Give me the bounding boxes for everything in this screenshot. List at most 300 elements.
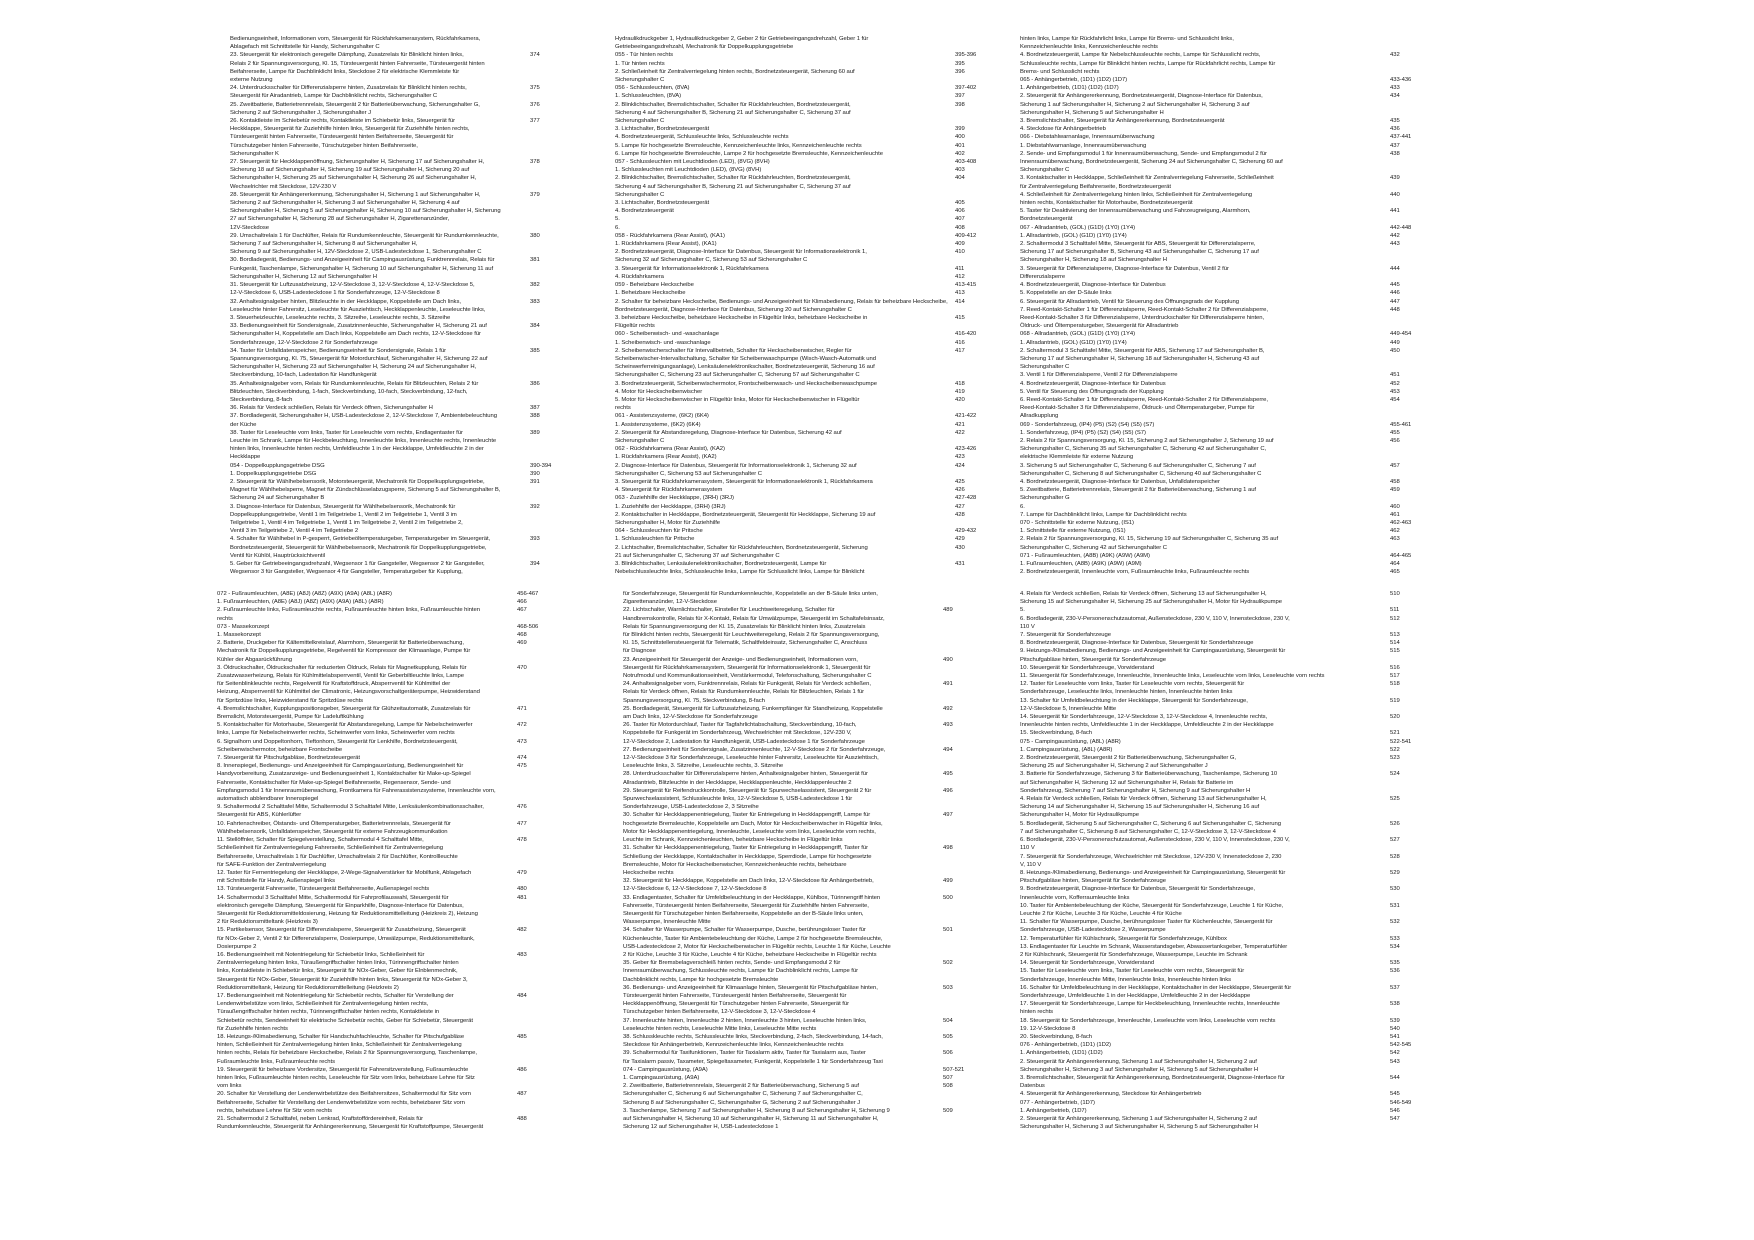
index-entry-text: Sicherung 12 auf Sicherungshalter H, USB-Ladesteckdose 1 (623, 1124, 779, 1131)
index-entry (217, 828, 547, 836)
index-entry (623, 754, 973, 762)
index-entry-text: 3. beheizbare Heckscheibe, beheizbare Heckscheibe in Flügeltür links, beheizbare Heckscheibe in (615, 314, 868, 321)
index-entry-text: 8. Heizungs-/Klimabedienung, Bedienungs- und Anzeigeeinheit für Campingausrüstung, Steuergerät für (1020, 869, 1286, 876)
index-entry (1020, 560, 1420, 568)
page-number (1390, 1082, 1420, 1090)
page-number (530, 215, 560, 223)
page-number: 405 (955, 200, 965, 207)
page-number: 463 (1390, 536, 1400, 543)
index-entry-text: 077 - Anhängerbetrieb, (1D7) (1020, 1099, 1095, 1106)
index-entry (623, 729, 973, 737)
page-number (955, 117, 985, 125)
index-entry (623, 779, 973, 787)
page-number (517, 853, 547, 861)
index-entry-text: Relais für Verdeck öffnen, Relais für Rundumkennleuchte, Relais für Blitzleuchten, Relais 1 für (623, 689, 865, 696)
index-entry (217, 853, 547, 861)
page-number: 409-412 (955, 232, 977, 239)
index-entry (230, 281, 560, 289)
index-entry-text: 2. Sende- und Empfangsmodul 1 für Innenraumüberwachung, Sende- und Empfangsmodul 2 für (1020, 150, 1267, 157)
index-entry-text: Differenzialsperre (1020, 273, 1066, 280)
page-number: 441 (1390, 208, 1400, 215)
page-number: 428 (955, 511, 965, 518)
page-number (530, 265, 560, 273)
page-number: 483 (517, 951, 527, 958)
index-entry-text: vorn links (217, 1083, 242, 1090)
index-entry-text: Spannungsversorgung, Kl. 75, Steuergerät für Motordurchlauf, Sicherungshalter H, Sicherung 22 auf (230, 355, 488, 362)
index-entry-text: 22. Lichtschalter, Warnlichtschalter, Einsteller für Leuchtweiteregelung, Schalter für (623, 607, 835, 614)
page-number: 400 (955, 134, 965, 141)
index-entry-text: Reed-Kontakt-Schalter 3 für Differenzialsperre, Unterdruckschalter für Differenzialsperre hinten, (1020, 314, 1265, 321)
index-entry (623, 1041, 973, 1049)
page-number: 381 (530, 257, 540, 264)
index-entry (623, 639, 973, 647)
index-entry-text: Leseleuchte hinten rechts, Leseleuchte Mitte links, Leseleuchte Mitte rechts (623, 1025, 817, 1032)
index-entry-text: 34. Taster für Unfalldatenspeicher, Bedienungseinheit für Sondersignale, Relais 1 für (230, 347, 447, 354)
index-entry-text: 19. Steuergerät für beheizbare Vordersitze, Steuergerät für Fahrersitzverstellung, Fußraumleuchte (217, 1066, 469, 1073)
index-entry-text: Sicherungshalter C, Sicherung 23 auf Sicherungshalter C, Sicherung 57 auf Sicherungshalter C (615, 372, 860, 379)
index-entry (615, 51, 985, 59)
index-entry (623, 902, 973, 910)
page-number (530, 174, 560, 182)
index-entry-text: 38. Schlusskleuchte rechts, Schlussleuchte links, Steckverbindung, 2-fach, Steckverbindung, 14-fach, (623, 1033, 883, 1040)
index-entry (1020, 697, 1420, 705)
index-entry (1020, 429, 1420, 437)
page-number (530, 486, 560, 494)
page-number (1390, 109, 1420, 117)
index-entry-text: Sicherungshalter H, Sicherung 3 auf Sicherungshalter H, Sicherung 5 auf Sicherungshalter H (1020, 1066, 1259, 1073)
index-entry (230, 568, 560, 576)
index-entry (623, 631, 973, 639)
index-entry-text: für Seitenblinkleuchte rechts, Regelventil für Kraftstoffdruck, Absperrventil für Kühlmittel der (217, 681, 451, 688)
page-number (517, 1123, 547, 1131)
page-number: 514 (1390, 640, 1400, 647)
index-entry (1020, 1025, 1420, 1033)
index-entry-text: 7. Lampe für Dachblinklicht links, Lampe für Dachblinklicht rechts (1020, 511, 1187, 518)
page-number (517, 1017, 547, 1025)
index-entry (1020, 199, 1420, 207)
index-entry-text: 1. Anhängerbetrieb, (1D7) (1020, 1107, 1087, 1114)
page-number: 437-441 (1390, 134, 1412, 141)
index-entry (230, 289, 560, 297)
page-number: 419 (955, 388, 965, 395)
index-entry (1020, 943, 1420, 951)
page-number (517, 787, 547, 795)
page-number: 398 (955, 101, 965, 108)
page-number (1390, 828, 1420, 836)
page-number (517, 1082, 547, 1090)
page-number (943, 639, 973, 647)
index-entry-text: Bordnetzsteuergerät, Steuergerät für Wählhebelsensorik, Mechatronik für Doppelkupplungsgetriebe, (230, 544, 487, 551)
page-number (1390, 598, 1420, 606)
index-entry (623, 959, 973, 967)
index-entry (1020, 117, 1420, 125)
index-entry-text: 7. Steuergerät für Sonderfahrzeuge, Wechselrichter mit Steckdose, 12V-230 V, Innensteckdose 2, 230 (1020, 853, 1282, 860)
page-number: 510 (1390, 591, 1400, 597)
index-entry-text: 25. Bordladegerät, Steuergerät für Luftzusatzheizung, Funkempfänger für Standheizung, Koppelstelle (623, 705, 883, 712)
index-entry-text: 6. (1020, 503, 1025, 510)
index-entry (623, 803, 973, 811)
index-entry (1020, 828, 1420, 836)
index-entry-text: 24. Anhaltesignalgeber vorn, Funktrennrelais, Relais für Funkgerät, Relais für Verdeck schließen, (623, 681, 871, 688)
index-entry-text: hinten rechts, Relais für beheizbare Heckscheibe, Relais 2 für Spannungsversorgung, Taschenlampe, (217, 1050, 477, 1057)
page-number (517, 697, 547, 705)
page-number (517, 746, 547, 754)
index-entry-text: 059 - Beheizbare Heckscheibe (615, 282, 694, 289)
index-entry-text: 060 - Scheibenwisch- und -waschanlage (615, 331, 719, 338)
index-entry-text: 14. Steuergerät für Sonderfahrzeuge, 12-V-Steckdose 3, 12-V-Steckdose 4, Innenleuchte rechts, (1020, 714, 1268, 721)
index-entry-text: 36. Relais für Verdeck schließen, Relais für Verdeck öffnen, Sicherungshalter H (230, 405, 433, 412)
index-entry (230, 388, 560, 396)
index-entry-text: 6. Steuergerät für Allradantrieb, Ventil für Steuerung des Öffnungsgrads der Kupplung (1020, 298, 1239, 305)
index-entry (623, 811, 973, 819)
page-number (1390, 215, 1420, 223)
page-number: 409 (955, 241, 965, 248)
index-entry-text: 1. Campingausrüstung, (A9A) (623, 1074, 700, 1081)
index-entry-text: 21 auf Sicherungshalter C, Sicherung 37 auf Sicherungshalter C (615, 552, 780, 559)
index-entry (1020, 1017, 1420, 1025)
index-entry (1020, 976, 1420, 984)
index-entry (623, 1008, 973, 1016)
index-entry-text: 8. Bordnetzsteuergerät, Diagnose-Interface für Datenbus, Steuergerät für Sonderfahrzeuge (1020, 640, 1254, 647)
index-entry (615, 232, 985, 240)
index-entry (1020, 664, 1420, 672)
index-entry (615, 101, 985, 109)
index-entry (615, 256, 985, 264)
index-entry (1020, 631, 1420, 639)
index-entry (1020, 322, 1420, 330)
index-entry (1020, 404, 1420, 412)
index-entry-text: 26. Kontaktleiste im Schiebetür rechts, Kontaktleiste im Schiebetür links, Steuergerät für (230, 118, 456, 125)
page-number (1390, 844, 1420, 852)
index-entry-text: Sicherungshalter H, Sicherung 18 auf Sicherungshalter H (1020, 257, 1167, 264)
page-number (530, 35, 560, 43)
index-entry-text: 3. Öldruckschalter, Öldruckschalter für reduzierten Öldruck, Relais für Magnetkupplung, Relais für (217, 664, 467, 671)
page-number (530, 363, 560, 371)
index-entry-text: Sicherungshalter H, Sicherung 25 auf Sicherungshalter H, Sicherung 26 auf Sicherungshalter H, (230, 175, 477, 182)
index-entry (623, 910, 973, 918)
page-number: 384 (530, 323, 540, 330)
index-entry (615, 445, 985, 453)
index-entry-text: Sicherungshalter C, Sicherung 42 auf Sicherungshalter C (1020, 544, 1167, 551)
index-entry (217, 992, 547, 1000)
index-entry (1020, 289, 1420, 297)
index-entry-text: 27 auf Sicherungshalter H, Sicherung 28 auf Sicherungshalter H, Zigarettenanzünder, (230, 216, 450, 223)
index-entry (217, 639, 547, 647)
page-number (943, 967, 973, 975)
index-entry-text: hinten, Schließeinheit für Zentralverriegelung hinten links, Schließeinheit für Zentralverriegelung (217, 1042, 462, 1049)
index-entry (623, 697, 973, 705)
index-entry (230, 363, 560, 371)
page-number (943, 623, 973, 631)
page-number (530, 568, 560, 576)
index-entry-text: externe Nutzung (230, 77, 273, 84)
index-entry (1020, 853, 1420, 861)
index-entry-text: 1. Scheibenwisch- und -waschanlage (615, 339, 711, 346)
index-entry (230, 35, 560, 43)
page-number: 374 (530, 52, 540, 59)
index-entry-text: 1. Campingausrüstung, (A8L) (A8R) (1020, 746, 1113, 753)
index-entry (217, 631, 547, 639)
index-entry (230, 101, 560, 109)
index-entry (230, 412, 560, 420)
index-entry (615, 273, 985, 281)
index-entry-text: 37. Bordladegerät, Sicherungshalter H, USB-Ladesteckdose 2, 12-V-Steckdose 7, Ambientebeleuchtung (230, 413, 497, 420)
index-entry-text: 5. Zweitbatterie, Batterietrennrelais, Steuergerät 2 für Batterieüberwachung, Sicherung 1 auf (1020, 487, 1257, 494)
page-number: 522-541 (1390, 738, 1412, 745)
page-number: 493 (943, 722, 953, 729)
index-entry-text: Steuergerät für Reduktionsmitteldosierung, Heizung für Reduktionsmittelleitung (Heizkreis 2), Heizung (217, 910, 478, 917)
page-number: 442-448 (1390, 224, 1412, 231)
page-number (1390, 787, 1420, 795)
index-entry-text: Leuchte 2 für Küche, Leuchte 3 für Küche, Leuchte 4 für Küche (1020, 910, 1182, 917)
index-entry-text: Sicherungshalter H, Sicherung 5 auf Sicherungshalter H, Sicherung 10 auf Sicherungshalter H, Sicherung (230, 208, 501, 215)
index-entry-text: Getriebeeingangsdrehzahl, Mechatronik für Doppelkupplungsgetriebe (615, 44, 794, 51)
index-entry-text: 3. Steuergerät für Differenzialsperre, Diagnose-Interface für Datenbus, Ventil 2 für (1020, 265, 1229, 272)
index-entry-text: 4. Steuergerät für Anhängererkennung, Steckdose für Anhängerbetrieb (1020, 1091, 1202, 1098)
index-entry (1020, 478, 1420, 486)
index-entry (615, 191, 985, 199)
index-entry-text: Sicherungshalter K (230, 150, 279, 157)
index-entry-text: Sicherungshalter H, Sicherung 5 auf Sicherungshalter H (1020, 109, 1164, 116)
index-entry (1020, 101, 1420, 109)
page-number: 530 (1390, 886, 1400, 893)
page-number: 520 (1390, 714, 1400, 721)
index-entry (1020, 615, 1420, 623)
index-entry-text: Sicherungshalter H, Motor für Hydraulikpumpe (1020, 812, 1139, 819)
index-entry-text: Sonderfahrzeuge, USB-Ladesteckdose 2, 3 Sitzreihe (623, 804, 759, 811)
index-entry-text: 3. Blinklichtschalter, Lenksäulenelektronikschalter, Bordnetzsteuergerät, Lampe für (615, 561, 827, 567)
index-entry-text: 24. Unterdrucksschalter für Differenzialsperre hinten, Zusatzrelais für Blinklicht hinten rechts, (230, 85, 467, 92)
page-number (955, 76, 985, 84)
index-entry-text: 1. Rückfahrkamera (Rear Assist), (KA2) (615, 454, 717, 461)
page-number (1390, 721, 1420, 729)
page-number (1390, 1008, 1420, 1016)
index-entry (1020, 811, 1420, 819)
index-entry-text: Steckverbindung, 8-fach (230, 396, 293, 403)
index-entry-text: 32. Anhaltesignalgeber hinten, Blitzleuchte in der Heckklappe, Koppelstelle am Dach links, (230, 298, 461, 305)
index-entry (615, 339, 985, 347)
index-entry-text: Sicherung 2 auf Sicherungshalter J, Sicherungshalter J (230, 109, 372, 116)
index-entry (615, 174, 985, 182)
index-entry (1020, 453, 1420, 461)
index-entry (217, 836, 547, 844)
index-entry-text: Wegsensor 3 für Gangsteller, Wegsensor 4 für Gangsteller, Temperaturgeber für Kupplung, (230, 569, 463, 576)
index-entry (1020, 803, 1420, 811)
index-entry (1020, 125, 1420, 133)
index-entry (623, 992, 973, 1000)
index-entry (1020, 639, 1420, 647)
index-entry (230, 76, 560, 84)
index-entry (1020, 967, 1420, 975)
index-entry (623, 877, 973, 885)
index-entry-text: 7 auf Sicherungshalter C, Sicherung 8 auf Sicherungshalter C, 12-V-Steckdose 3, 12-V-Steckdose 4 (1020, 828, 1276, 835)
index-entry-text: für Diagnose (623, 648, 656, 655)
index-entry-text: 2. Bordnetzsteuergerät, Steuergerät 2 für Batterieüberwachung, Sicherungshalter G, (1020, 755, 1236, 762)
page-number: 472 (517, 722, 527, 729)
index-entry (1020, 705, 1420, 713)
index-entry-text: Ablagefach mit Schnittstelle für Handy, Sicherungshalter C (230, 44, 380, 51)
page-number: 465 (1390, 569, 1400, 576)
page-number: 461 (1390, 511, 1400, 518)
index-entry-text: 15. Taster für Leseleuchte vorn links, Taster für Leseleuchte vorn rechts, Steuergerät für (1020, 968, 1245, 975)
index-entry (230, 133, 560, 141)
index-entry-text: Steuergerät für NOx-Geber, Steuergerät für Zuziehhilfe hinten links, Steuergerät für NOx-Geber 3, (217, 976, 468, 983)
page-number: 479 (517, 869, 527, 876)
index-entry-text: Sicherungshalter C (1020, 167, 1070, 174)
page-number: 407 (955, 216, 965, 223)
index-entry-text: 069 - Sonderfahrzeug, (IP4) (P5) (S2) (S4) (S5) (S7) (1020, 421, 1155, 428)
index-entry-text: auf Sicherungshalter H, Sicherung 12 auf Sicherungshalter H, Relais für Batterie im (1020, 779, 1234, 786)
page-number: 523 (1390, 755, 1400, 762)
index-entry-text: 057 - Schlussleuchten mit Leuchtdioden (LED), (8VG) (8VH) (615, 159, 770, 166)
index-entry-text: 3. Diagnose-Interface für Datenbus, Steuergerät für Wählhebelsensorik, Mechatronik für (230, 503, 456, 510)
index-entry (615, 380, 985, 388)
index-entry (623, 672, 973, 680)
index-entry (230, 314, 560, 322)
index-entry (615, 240, 985, 248)
index-entry-text: Heckscheibe rechts (623, 869, 674, 876)
index-entry-text: 15. Steckverbindung, 8-fach (1020, 730, 1093, 737)
page-number: 539 (1390, 1017, 1400, 1024)
page-number (955, 191, 985, 199)
page-number (943, 918, 973, 926)
page-number (1390, 976, 1420, 984)
index-entry (615, 421, 985, 429)
index-entry (1020, 527, 1420, 535)
page-number: 378 (530, 159, 540, 166)
index-entry (1020, 656, 1420, 664)
index-entry-text: Mechatronik für Doppelkupplungsgetriebe, Regelventil für Kompressor der Klimaanlage, Pumpe für (217, 648, 471, 655)
page-number: 435 (1390, 118, 1400, 125)
index-entry-text: 1. Beheizbare Heckscheibe (615, 290, 686, 297)
index-entry-text: 3. Ventil 1 für Differenzialsperre, Ventil 2 für Differenzialsperre (1020, 372, 1178, 379)
index-entry (217, 1000, 547, 1008)
index-entry-text: 110 V (1020, 623, 1035, 630)
index-column-bottom-2 (623, 590, 965, 1131)
page-number: 396 (955, 68, 965, 75)
index-entry-text: 6. Bordladegerät, 230-V-Personenschutzautomat, Außensteckdose, 230 V, 110 V, Innensteckdose, 230 V, (1020, 615, 1290, 622)
index-entry (230, 478, 560, 486)
index-entry (1020, 598, 1420, 606)
page-number (530, 240, 560, 248)
index-entry (615, 224, 985, 232)
index-entry-text: Heckklappenöffnung, Steuergerät für Türschutzgeber hinten Fahrerseite, Steuergerät für (623, 1001, 850, 1008)
index-entry (623, 1107, 973, 1115)
index-entry-text: 2. Steuergerät für Wählhebelsensorik, Motorsteuergerät, Mechatronik für Doppelkupplungsgetriebe, (230, 478, 485, 485)
page-number: 542 (1390, 1050, 1400, 1057)
page-number: 421-422 (955, 413, 977, 420)
page-number: 397-402 (955, 85, 977, 92)
page-number (943, 762, 973, 770)
index-entry (1020, 746, 1420, 754)
index-entry (217, 844, 547, 852)
index-entry-text: hinten rechts (1020, 1009, 1054, 1016)
index-entry-text: Dosierpumpe 2 (217, 943, 257, 950)
page-number (530, 371, 560, 379)
index-entry-text: Heckklappe (230, 454, 261, 461)
index-entry (1020, 984, 1420, 992)
index-entry (615, 158, 985, 166)
page-number (517, 688, 547, 696)
index-entry-text: 18. Steuergerät für Sonderfahrzeuge, Innenleuchte, Leseleuchte vorn links, Leseleuchte vorn rechts (1020, 1017, 1276, 1024)
index-entry (1020, 787, 1420, 795)
page-number (1390, 314, 1420, 322)
index-entry (217, 590, 547, 598)
index-entry (217, 795, 547, 803)
page-number: 482 (517, 927, 527, 934)
page-number (530, 396, 560, 404)
index-entry-text: für Zentralverriegelung Beifahrerseite, Bordnetzsteuergerät (1020, 183, 1171, 190)
index-entry-text: 1. Allradantrieb, (GOL) (G1D) (1Y0) (1Y4) (1020, 339, 1127, 346)
page-number: 417 (955, 347, 965, 354)
page-number (943, 1025, 973, 1033)
index-entry (1020, 552, 1420, 560)
page-number: 537 (1390, 984, 1400, 991)
index-entry (217, 1008, 547, 1016)
page-number (1390, 992, 1420, 1000)
page-number (955, 437, 985, 445)
page-number: 456-467 (517, 591, 539, 597)
index-entry-text: Ventil für Kühlöl, Hauptrücksichtventil (230, 552, 325, 559)
index-entry (1020, 240, 1420, 248)
index-entry (615, 298, 985, 306)
index-entry-text: Innenraumüberwachung, Bordnetzsteuergerät, Sicherung 24 auf Sicherungshalter C, Sicherung 60 auf (1020, 159, 1283, 166)
page-number: 458 (1390, 478, 1400, 485)
index-entry (1020, 273, 1420, 281)
index-entry (217, 951, 547, 959)
index-entry (1020, 877, 1420, 885)
index-entry-text: 4. Bordnetzsteuergerät (615, 208, 674, 215)
index-entry (230, 174, 560, 182)
index-entry-text: 070 - Schnittstelle für externe Nutzung, (IS1) (1020, 519, 1134, 526)
index-entry (1020, 494, 1420, 502)
index-entry (1020, 926, 1420, 934)
page-number: 475 (517, 763, 527, 770)
index-entry (623, 721, 973, 729)
page-number (530, 125, 560, 133)
page-number: 519 (1390, 697, 1400, 704)
index-entry (623, 943, 973, 951)
index-entry-text: Türaußengriffschalter hinten rechts, Türinnengriffschalter hinten rechts, Kontaktleiste in (217, 1009, 440, 1016)
index-entry (230, 183, 560, 191)
page-number: 460 (1390, 503, 1400, 510)
index-entry (1020, 486, 1420, 494)
page-number (1390, 877, 1420, 885)
index-entry-text: Steckdose für Anhängerbetrieb, Kennzeichenleuchte links, Kennzeichenleuchte rechts (623, 1042, 844, 1049)
page-number (517, 795, 547, 803)
page-number (955, 256, 985, 264)
index-entry-text: 1. Fußraumleuchten, (A8B) (A9K) (A9W) (A9M) (1020, 561, 1142, 567)
index-entry-text: Datenbus (1020, 1083, 1045, 1090)
page-number (943, 836, 973, 844)
index-entry (217, 918, 547, 926)
index-entry-text: Sicherung 25 auf Sicherungshalter H, Sicherung 2 auf Sicherungshalter J (1020, 763, 1208, 770)
index-entry-text: 27. Steuergerät für Heckklappenöffnung, Sicherungshalter H, Sicherung 17 auf Sicherungshalter H, (230, 159, 485, 166)
index-entry (230, 527, 560, 535)
index-entry (217, 1041, 547, 1049)
page-number: 474 (517, 755, 527, 762)
index-entry (1020, 43, 1420, 51)
index-entry (615, 453, 985, 461)
index-entry (1020, 1090, 1420, 1098)
page-number (1390, 101, 1420, 109)
page-number: 518 (1390, 681, 1400, 688)
index-entry (230, 380, 560, 388)
index-entry-text: Sicherungshalter H, Sicherung 12 auf Sicherungshalter H (230, 273, 377, 280)
index-entry-text: Beifahrerseite, Schalter für Verstellung der Lendenwirbelstütze vorn rechts, beheizbarer Sitz vorn (217, 1099, 465, 1106)
index-entry-text: 3. Steuergerät für Rückfahrkamerasystem, Steuergerät für Informationselektronik 1, Rückfahrkamera (615, 478, 873, 485)
page-number (1390, 404, 1420, 412)
